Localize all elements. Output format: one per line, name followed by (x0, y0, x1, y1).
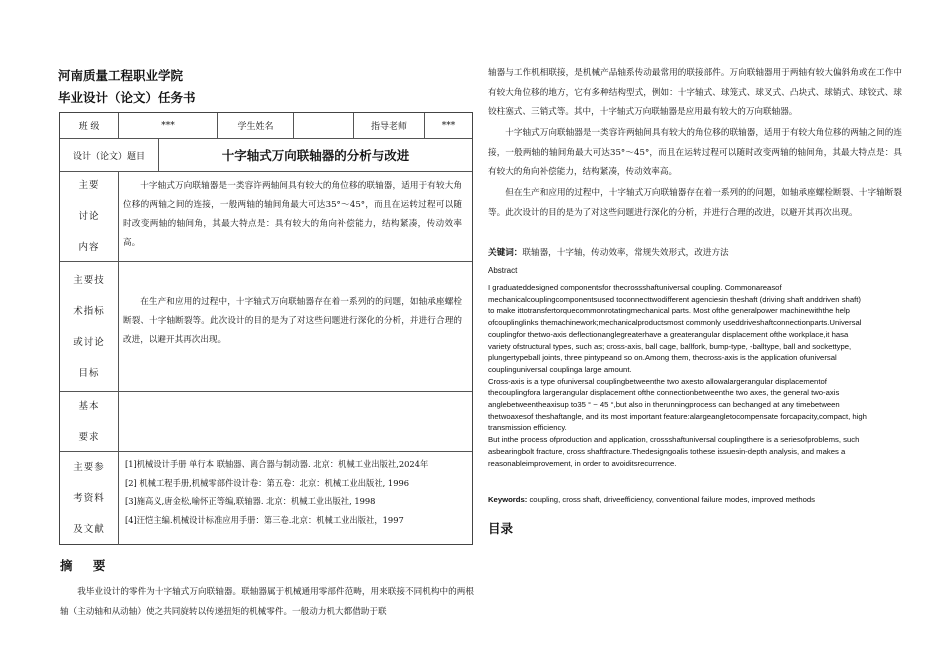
class-row (60, 113, 472, 139)
abstract-en-line: reasonableimprovement, in order to avoiditsrecurrence. (488, 458, 677, 468)
abstract-en-line: thecouplingfora largerangular displacement ofthe connectionbetweenthe two axes, the general two-axis (488, 388, 840, 398)
abstract-en-line: Cross-axis is a type ofuniversal couplingbetweenthe two axesto allowalargerangular displacementof (488, 376, 827, 386)
content-label (60, 172, 119, 261)
content-label-line: 讨论 (78, 211, 100, 222)
indicators-row (60, 262, 472, 392)
school-name: 河南质量工程职业学院 (58, 68, 184, 83)
abstract-paragraph-1-continued: 轴器与工作机相联接，是机械产品轴系传动最常用的联接部件。万向联轴器用于两轴有较大偏斜角或在工作中有较大角位移的地方，它有多种结构型式，例如：十字轴式、球笼式、球叉式、凸块式、球销式、球铰式、球铰柱塞式、三销式等。其中，十字轴式万向联轴器是应用最有较大的万向联轴器。 (488, 68, 902, 117)
indicators-label-line: 术指标 (73, 305, 105, 317)
keywords-en-text: coupling, cross shaft, driveefficiency, conventional failure modes, improved methods (527, 495, 816, 504)
references-label (60, 452, 119, 545)
abstract-en-line: But inthe process ofproduction and application, crossshaftuniversal couplingthere is a seriesofproblems, such (488, 435, 860, 445)
abstract-en-line: I graduateddesigned componentsfor thecrossshaftuniversal coupling. Commonareasof (488, 283, 782, 292)
abstract-en-line: thetwoaxesof theshaftangle, and its most important feature:alargeangletocompensate forcapacity,compact, high (488, 411, 867, 421)
keywords-cn-label: 关键词： (488, 248, 523, 258)
abstract-heading: 摘 要 (60, 558, 114, 573)
reference-item: [2] 机械工程手册,机械零部件设计卷：第五卷：北京：机械工业出版社, 1996 (125, 477, 410, 488)
indicators-text (119, 262, 472, 391)
topic-row (60, 139, 472, 172)
content-row (60, 172, 472, 262)
advisor-label: 指导老师 (354, 113, 425, 138)
requirements-text (119, 392, 472, 451)
advisor-value: *** (441, 120, 456, 131)
topic-value: 十字轴式万向联轴器的分析与改进 (221, 148, 410, 163)
content-paragraph: 十字轴式万向联轴器是一类容许两轴间具有较大的角位移的联轴器，适用于有较大角位移的两轴之间的连接，一般两轴的轴间角最大可达35°～45°，而且在运转过程可以随时改变两轴的轴间角，其最大特点是：具有较大的角向补偿能力，结构紧凑，传动效率高。 (123, 181, 462, 248)
abstract-en-line: ofcouplinglinks themachinework;mechanicalproductsmost commonly useddriveshaftconnectionparts.Universal (488, 318, 862, 328)
reference-item: [1]机械设计手册 单行本 联轴器、离合器与制动器. 北京：机械工业出版社,2024年 (125, 459, 429, 469)
keywords-cn (488, 246, 902, 260)
abstract-paragraph-3: 但在生产和应用的过程中，十字轴式万向联轴器存在着一系列的的问题，如轴承座螺栓断裂、十字轴断裂等。此次设计的目的是为了对这些问题进行深化的分析，并进行合理的改进，以避开其再次出现。 (488, 188, 902, 218)
requirements-label (60, 392, 119, 451)
abstract-en-line: plungertypeball joints, three pintypeand so on.Among them, thecross-axis is the application ofuniversal (488, 353, 837, 363)
reference-item: [3]施高义,唐金松,喻怀正等编,联轴器. 北京：机械工业出版社, 1998 (125, 496, 376, 506)
abstract-en-title: Abstract (488, 266, 518, 275)
task-book-table (59, 112, 473, 545)
keywords-en (488, 495, 902, 504)
indicators-label-line: 或讨论 (73, 336, 105, 348)
student-name-label: 学生姓名 (218, 113, 294, 138)
class-value: *** (119, 113, 218, 138)
abstract-paragraph-1: 我毕业设计的零件为十字轴式万向联轴器。联轴器属于机械通用零部件范畴，用来联接不同机构中的两根轴（主动轴和从动轴）使之共同旋转以传递扭矩的机械零件。一般动力机大都借助于联 (60, 587, 474, 617)
abstract-en-line: couplingfor thetwo-axis deflectionanglegreaterhave a greaterangular displacement ofthe workplace,it hasa (488, 329, 849, 339)
indicators-label (60, 262, 119, 391)
topic-label: 设计（论文）题目 (60, 139, 159, 171)
reference-item: [4]汪恺主编.机械设计标准应用手册：第三卷.北京：机械工业出版社，1997 (125, 514, 404, 525)
references-row (60, 452, 472, 545)
content-label-line: 主要 (78, 180, 100, 191)
references-label-line: 考资料 (73, 493, 105, 504)
keywords-en-label: Keywords: (488, 495, 528, 504)
requirements-row (60, 392, 472, 452)
abstract-en-line: couplinguniversal couplinga large amount. (488, 364, 632, 374)
keywords-cn-text: 联轴器，十字轴，传动效率，常规失效形式，改进方法 (522, 248, 729, 258)
indicators-label-line: 目标 (78, 367, 100, 379)
references-label-line: 及文献 (73, 524, 105, 535)
abstract-en-body (488, 282, 904, 469)
references-list (119, 452, 472, 545)
requirements-label-line: 基本 (78, 400, 100, 412)
abstract-en-line: asbearingbolt fracture, cross shaftfracture.Thedesigngoalis tothese issuesin-depth analysis, and makes a (488, 446, 846, 456)
abstract-en-line: mechanicalcouplingcomponentsused toconnecttwodifferent agenciesin theshaft (driving shaft anddriven shaft) (488, 294, 861, 304)
abstract-paragraph-2: 十字轴式万向联轴器是一类容许两轴间具有较大的角位移的联轴器，适用于有较大角位移的两轴之间的连接，一般两轴的轴间角最大可达35°～45°，而且在运转过程可以随时改变两轴的轴间角，其最大特点是：具有较大的角向补偿能力，结构紧凑，传动效率高。 (488, 128, 902, 177)
indicators-paragraph: 在生产和应用的过程中，十字轴式万向联轴器存在着一系列的的问题，如轴承座螺栓断裂、十字轴断裂等。此次设计的目的是为了对这些问题进行深化的分析，并进行合理的改进，以避开其再次出现。 (123, 297, 462, 345)
requirements-label-line: 要求 (78, 431, 100, 443)
content-text (119, 172, 472, 261)
document-type-title: 毕业设计（论文）任务书 (58, 90, 196, 105)
abstract-en-line: variety ofstructural types, such as; cross-axis, ball cage, ballfork, bump-type, -balltype, ball and sockettype, (488, 341, 852, 351)
content-label-line: 内容 (78, 242, 100, 253)
abstract-en-line: anglebetweentheaxisup to35 ° ~ 45 °,but also in therunningprocess can bechanged at any timebetween (488, 400, 840, 410)
abstract-en-line: to make ittotransfertorquecommonrotatingmechanical parts. Most ofthe generalpower machinewiththe help (488, 306, 850, 316)
indicators-label-line: 主要技 (73, 274, 105, 286)
student-name-value (294, 113, 354, 138)
toc-heading: 目录 (488, 521, 514, 536)
references-label-line: 主要参 (73, 462, 105, 473)
abstract-en-line: transmission efficiency. (488, 423, 567, 433)
class-label: 班 级 (60, 113, 119, 138)
